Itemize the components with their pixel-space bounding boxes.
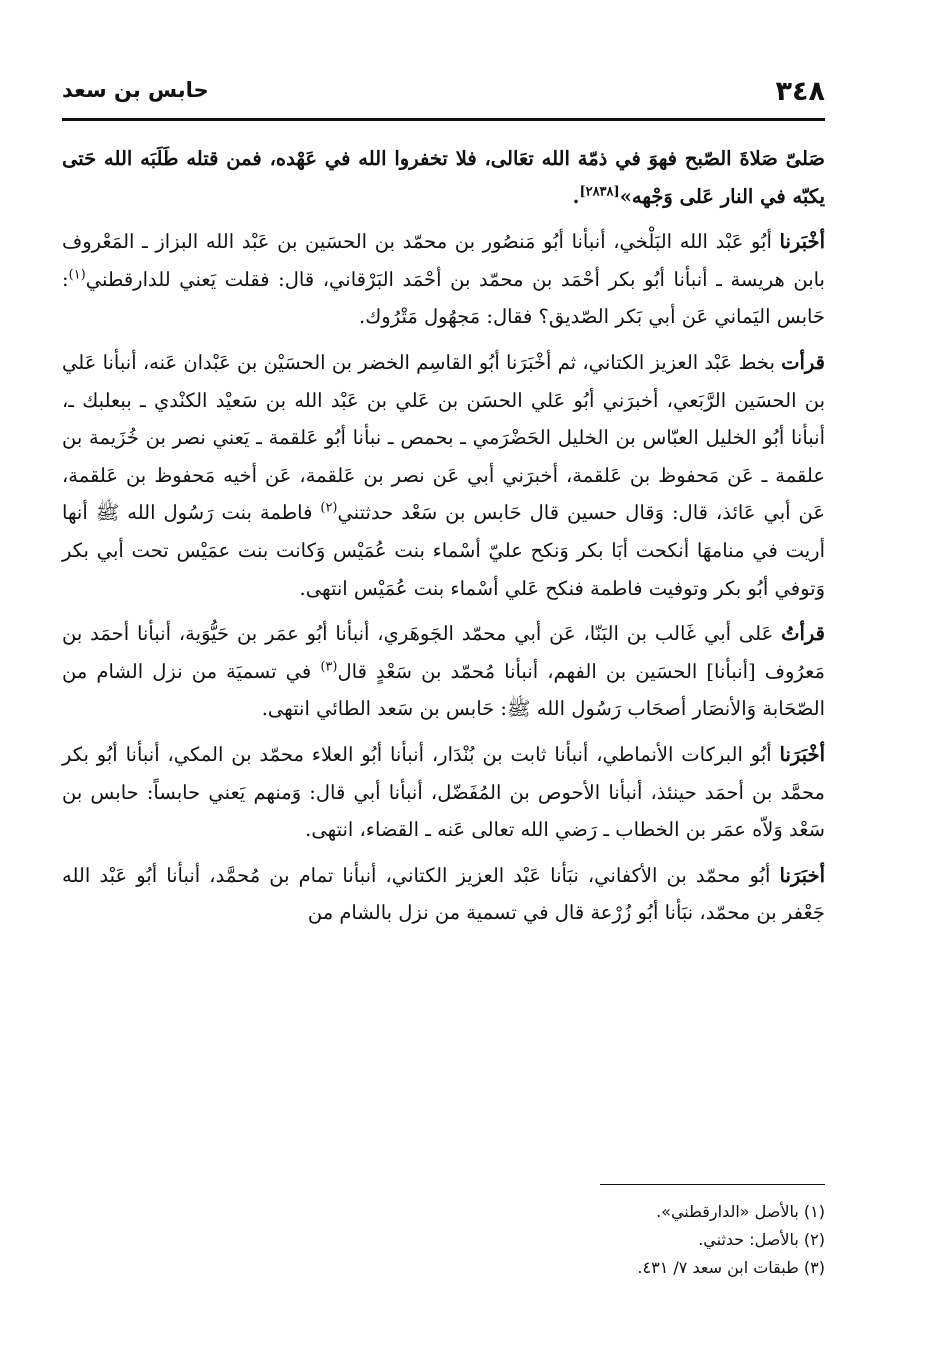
paragraph-text: أبُو عَبْد الله البَلْخي، أنبأنا أبُو مَنصُور بن محمّد بن الحسَين بن عَبْد الله البزاز ـ المَعْروف بابن هريسة ـ أنبأنا أبُو بكر أحْمَد بن محمّد بن أحْمَد البَرْقاني، قال: فقلت يَعني للدارقطني bbox=[62, 230, 825, 291]
hadith-number: [٢٨٣٨] bbox=[579, 184, 620, 200]
footnote-ref: (٢) bbox=[320, 500, 338, 516]
paragraph-tail: في تسميَة من نزل الشام من الصّحَابة وَالأنصَار أصحَاب رَسُول الله ﷺ: حَابس بن سَعد الطائي انتهى. bbox=[62, 659, 825, 721]
paragraph bbox=[62, 857, 825, 932]
paragraph bbox=[62, 223, 825, 336]
page-number: ٣٤٨ bbox=[775, 76, 825, 107]
paragraph bbox=[62, 736, 825, 849]
paragraph-text: عَلى أبي غَالب بن البَنّا، عَن أبي محمّد الجَوهَري، أنبأنا أبُو عمَر بن حَيُّوَية، أنبأنا أحمَد بن مَعرُوف [أنبأنا] الحسَين بن الفهم، أنبأنا مُحمّد بن سَعْدٍ قال bbox=[62, 622, 826, 683]
paragraph-text: أبُو البركات الأنماطي، أنبأنا ثابت بن بُنْدَار، أنبأنا أبُو العلاء محمّد بن المكي، أنبأنا أبُو بكر محمَّد بن أحمَد حينئذ، أنبأنا الأحوص بن المُفَضّل، أنبأنا أبي قال: وَمنهم يَعني حابساً: حابس بن سَعْد وَلاّه عمَر بن الخطاب ـ رَضي الله تعالى عَنه ـ القضاء، انتهى. bbox=[62, 742, 825, 842]
paragraph-tail: فاطمة بنت رَسُول الله ﷺ أنها أريت في منامهَا أنكحت أبَا بكر وَنكح عليّ أسْماء بنت عُمَيْس وَكانت بنت عمَيْس تحت أبي بكر وَتوفي أبُو بكر وتوفيت فاطمة فنكح عَلي أسْماء بنت عُمَيْس انتهى. bbox=[62, 501, 825, 600]
footnote-divider bbox=[600, 1184, 825, 1185]
footnote: (٣) طبقات ابن سعد ٧/ ٤٣١. bbox=[637, 1258, 825, 1277]
footnote-ref: (٣) bbox=[320, 659, 338, 675]
paragraph-text: أبُو محمّد بن الأكفاني، نبَأنا عَبْد العزيز الكتاني، أنبأنا تمام بن مُحمَّد، أنبأنا أبُو عَبْد الله جَعْفر بن محمّد، نبَأنا أبُو زُرْعة قال في تسمية من نزل بالشام من bbox=[62, 863, 825, 925]
main-text bbox=[62, 140, 825, 940]
footnote: (١) بالأصل «الدارقطني». bbox=[656, 1202, 825, 1221]
paragraph-lead-word: قرأت bbox=[781, 350, 825, 374]
footnotes bbox=[560, 1198, 825, 1282]
paragraph-lead-word: قرأتُ bbox=[781, 622, 825, 646]
paragraph-text: صَلىّ صَلاةَ الصّبح فهوَ في ذمّة الله تعَالى، فلا تخفروا الله في عَهْده، فمن قتله طَلَبَه الله حَتى يكبّه في النار عَلى وَجْهه» bbox=[62, 147, 825, 208]
page-header bbox=[62, 72, 825, 121]
footnote: (٢) بالأصل: حدثني. bbox=[698, 1230, 825, 1249]
paragraph bbox=[62, 344, 825, 607]
paragraph-lead-word: أخبَرَنا bbox=[779, 863, 825, 887]
paragraph bbox=[62, 615, 825, 728]
running-title: حابس بن سعد bbox=[62, 78, 209, 102]
paragraph-lead-word: أخْبَرنا bbox=[779, 230, 825, 254]
paragraph-tail: . bbox=[572, 184, 580, 208]
footnote-ref: (١) bbox=[68, 267, 86, 283]
paragraph-text: بخط عَبْد العزيز الكتاني، ثم أخْبَرَنا أبُو القاسِم الخضر بن الحسَيْن بن عَبْدان عَنه، أنبأنا عَلي بن الحسَين الرَّبَعي، أخبرَني أبُو عَلي الحسَن بن عَلي بن عَبْد الله بن سَعيْد الكنْدي ـ ببعلبك ـ، أنبأنا أبُو الخليل العبّاس بن الخليل الحَضْرَمي ـ بحمص ـ نبأنا أبُو عَلقمة ـ يَعني نصر بن خُزَيمة بن علقمة ـ عَن مَحفوظ بن عَلقمة، أخبرَني أبي عَن نصر بن عَلقمة، عَن أخيه مَحفوظ بن عَلقمة، عَن أبي عَائذ، قال: وَقال حسين قال حَابس بن سَعْد حدثتني bbox=[62, 350, 825, 525]
paragraph-lead-word: أخْبَرَنا bbox=[779, 742, 825, 766]
paragraph bbox=[62, 140, 825, 215]
paragraph-tail: : حَابس اليَماني عَن أبي بَكر الصّديق؟ فقال: مَجهُول مَتْرُوك. bbox=[62, 267, 825, 329]
